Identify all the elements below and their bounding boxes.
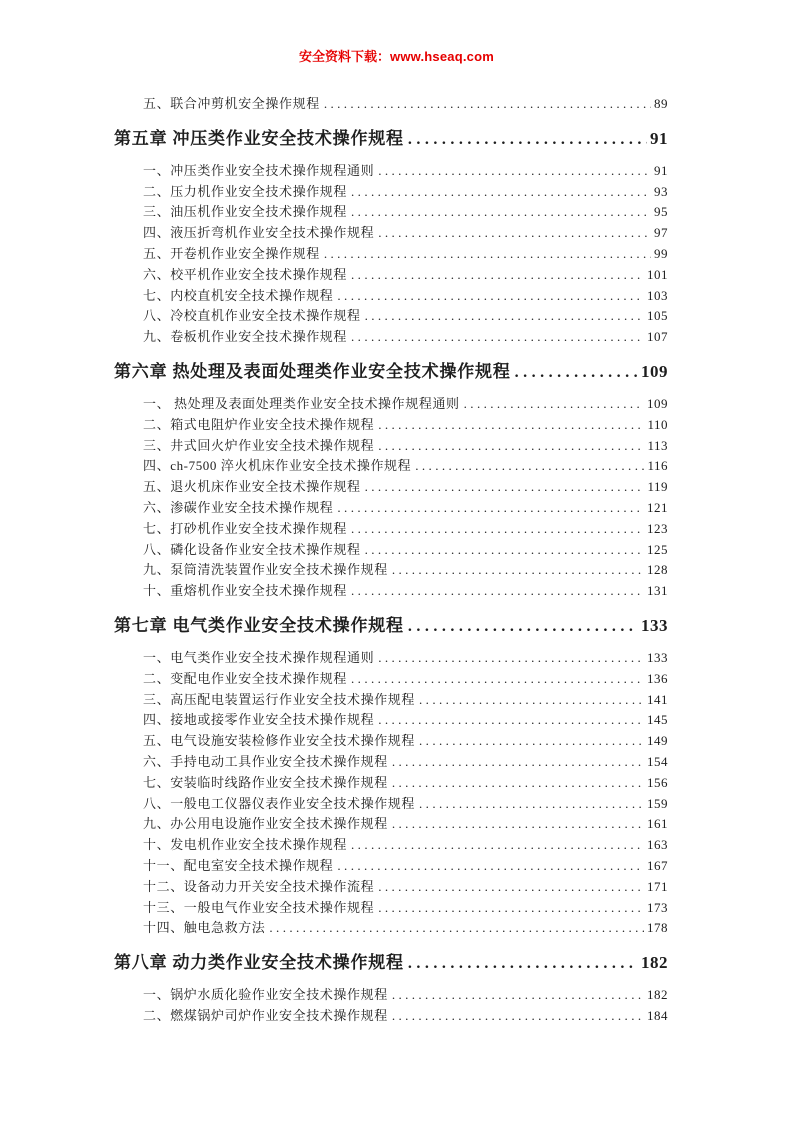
toc-item-title: 八、一般电工仪器仪表作业安全技术操作规程 — [143, 795, 416, 811]
dot-leader — [392, 773, 644, 794]
dot-leader — [392, 985, 644, 1006]
toc-item-page: 149 — [647, 733, 668, 749]
toc-chapter-row[interactable] — [114, 359, 668, 386]
toc-item-page: 128 — [647, 562, 668, 578]
toc-item-title: 七、打砂机作业安全技术操作规程 — [143, 520, 348, 536]
toc-item-page: 163 — [647, 837, 668, 853]
toc-item-page: 123 — [647, 520, 668, 536]
toc-item-page: 167 — [647, 857, 668, 873]
toc-item-page: 95 — [654, 204, 668, 220]
toc-entry-row[interactable] — [114, 985, 668, 1006]
toc-item-title: 三、高压配电装置运行作业安全技术操作规程 — [143, 691, 416, 707]
toc-entry-row[interactable] — [114, 648, 668, 669]
toc-item-page: 97 — [654, 225, 668, 241]
toc-item-page: 125 — [647, 541, 668, 557]
toc-item-title: 一、 热处理及表面处理类作业安全技术操作规程通则 — [143, 395, 460, 411]
toc-entry-row[interactable] — [114, 394, 668, 415]
toc-item-title: 二、燃煤锅炉司炉作业安全技术操作规程 — [143, 1007, 388, 1023]
toc-entry-row[interactable] — [114, 244, 668, 265]
dot-leader — [378, 223, 651, 244]
toc-item-title: 八、磷化设备作业安全技术操作规程 — [143, 541, 361, 557]
toc-item-title: 一、锅炉水质化验作业安全技术操作规程 — [143, 987, 388, 1003]
toc-entry-row[interactable] — [114, 752, 668, 773]
toc-entry-row[interactable] — [114, 918, 668, 939]
toc-item-page: 109 — [641, 361, 668, 381]
toc-item-page: 99 — [654, 245, 668, 261]
toc-item-page: 93 — [654, 183, 668, 199]
toc-entry-row[interactable] — [114, 581, 668, 602]
toc-item-page: 113 — [647, 437, 668, 453]
dot-leader — [392, 1006, 644, 1027]
dot-leader — [351, 669, 644, 690]
toc-item-title: 十一、配电室安全技术操作规程 — [143, 857, 334, 873]
dot-leader — [378, 877, 644, 898]
dot-leader — [365, 306, 644, 327]
toc-entry-row[interactable] — [114, 560, 668, 581]
toc-entry-row[interactable] — [114, 436, 668, 457]
toc-item-page: 119 — [647, 479, 668, 495]
toc-item-title: 九、卷板机作业安全技术操作规程 — [143, 329, 348, 345]
toc-item-page: 171 — [647, 878, 668, 894]
toc-entry-row[interactable] — [114, 223, 668, 244]
table-of-contents — [114, 94, 668, 1027]
toc-entry-row[interactable] — [114, 1006, 668, 1027]
dot-leader — [392, 752, 644, 773]
dot-leader — [351, 265, 644, 286]
toc-entry-row[interactable] — [114, 710, 668, 731]
dot-leader — [351, 182, 651, 203]
toc-entry-row[interactable] — [114, 202, 668, 223]
dot-leader — [378, 415, 644, 436]
toc-entry-row[interactable] — [114, 773, 668, 794]
toc-item-title: 九、办公用电设施作业安全技术操作规程 — [143, 816, 388, 832]
toc-item-title: 四、接地或接零作业安全技术操作规程 — [143, 712, 375, 728]
toc-item-page: 156 — [647, 774, 668, 790]
dot-leader — [351, 202, 651, 223]
dot-leader — [415, 456, 644, 477]
dot-leader — [378, 898, 644, 919]
dot-leader — [337, 856, 644, 877]
toc-item-page: 89 — [654, 96, 668, 111]
toc-chapter-row[interactable] — [114, 126, 668, 153]
dot-leader — [378, 710, 644, 731]
toc-item-title: 一、冲压类作业安全技术操作规程通则 — [143, 162, 375, 178]
toc-item-title: 十、发电机作业安全技术操作规程 — [143, 837, 348, 853]
toc-entry-row[interactable] — [114, 265, 668, 286]
toc-entry-row[interactable] — [114, 669, 668, 690]
dot-leader — [269, 918, 644, 939]
toc-item-title: 七、内校直机安全技术操作规程 — [143, 287, 334, 303]
toc-entry-row[interactable] — [114, 731, 668, 752]
toc-item-title: 六、校平机作业安全技术操作规程 — [143, 266, 348, 282]
toc-item-page: 145 — [647, 712, 668, 728]
toc-entry-row[interactable] — [114, 161, 668, 182]
toc-item-page: 101 — [647, 266, 668, 282]
toc-entry-row[interactable] — [114, 540, 668, 561]
download-note-label: 安全资料下载： — [299, 49, 391, 64]
dot-leader — [419, 794, 644, 815]
toc-item-page: 182 — [641, 953, 668, 973]
toc-entry-row[interactable] — [114, 877, 668, 898]
toc-item-title: 十二、设备动力开关安全技术操作流程 — [143, 878, 375, 894]
toc-entry-row[interactable] — [114, 498, 668, 519]
toc-item-page: 178 — [647, 920, 668, 936]
toc-entry-row[interactable] — [114, 814, 668, 835]
toc-item-page: 184 — [647, 1007, 668, 1023]
toc-item-page: 154 — [647, 753, 668, 769]
toc-item-page: 141 — [647, 691, 668, 707]
dot-leader — [464, 394, 644, 415]
toc-item-page: 161 — [647, 816, 668, 832]
toc-item-title: 三、油压机作业安全技术操作规程 — [143, 204, 348, 220]
toc-item-title: 第七章 电气类作业安全技术操作规程 — [114, 615, 404, 635]
toc-item-page: 116 — [647, 458, 668, 474]
dot-leader — [378, 161, 651, 182]
toc-item-title: 十、重熔机作业安全技术操作规程 — [143, 583, 348, 599]
toc-item-title: 五、开卷机作业安全操作规程 — [143, 245, 320, 261]
toc-item-page: 121 — [647, 499, 668, 515]
toc-item-title: 八、冷校直机作业安全技术操作规程 — [143, 308, 361, 324]
toc-item-title: 五、电气设施安装检修作业安全技术操作规程 — [143, 733, 416, 749]
toc-item-page: 131 — [647, 583, 668, 599]
dot-leader — [351, 581, 644, 602]
download-banner — [0, 0, 793, 65]
toc-item-title: 六、手持电动工具作业安全技术操作规程 — [143, 753, 388, 769]
toc-item-page: 103 — [647, 287, 668, 303]
toc-chapter-row[interactable] — [114, 613, 668, 640]
dot-leader — [378, 436, 644, 457]
dot-leader — [365, 540, 644, 561]
toc-item-page: 91 — [654, 162, 668, 178]
dot-leader — [365, 477, 645, 498]
toc-item-title: 四、ch-7500 淬火机床作业安全技术操作规程 — [143, 458, 412, 474]
toc-chapter-row[interactable] — [114, 950, 668, 977]
toc-item-page: 91 — [650, 128, 668, 148]
toc-item-title: 第五章 冲压类作业安全技术操作规程 — [114, 128, 404, 148]
toc-item-title: 第八章 动力类作业安全技术操作规程 — [114, 953, 404, 973]
toc-item-page: 107 — [647, 329, 668, 345]
dot-leader — [419, 690, 644, 711]
toc-item-title: 一、电气类作业安全技术操作规程通则 — [143, 649, 375, 665]
toc-entry-row[interactable] — [114, 898, 668, 919]
toc-item-title: 九、泵筒清洗装置作业安全技术操作规程 — [143, 562, 388, 578]
dot-leader — [324, 244, 651, 265]
toc-item-page: 136 — [647, 670, 668, 686]
toc-item-title: 五、退火机床作业安全技术操作规程 — [143, 479, 361, 495]
dot-leader — [515, 360, 638, 386]
toc-entry-row[interactable] — [114, 519, 668, 540]
toc-item-title: 十三、一般电气作业安全技术操作规程 — [143, 899, 375, 915]
dot-leader — [392, 814, 644, 835]
dot-leader — [351, 519, 644, 540]
dot-leader — [337, 286, 644, 307]
download-site-link[interactable]: www.hseaq.com — [390, 49, 494, 64]
toc-item-title: 五、联合冲剪机安全操作规程 — [143, 96, 320, 111]
dot-leader — [419, 731, 644, 752]
toc-entry-row[interactable] — [114, 477, 668, 498]
toc-item-page: 105 — [647, 308, 668, 324]
dot-leader — [408, 127, 647, 153]
toc-item-title: 第六章 热处理及表面处理类作业安全技术操作规程 — [114, 361, 511, 381]
toc-entry-row[interactable] — [114, 94, 668, 115]
toc-item-page: 159 — [647, 795, 668, 811]
toc-item-title: 三、井式回火炉作业安全技术操作规程 — [143, 437, 375, 453]
dot-leader — [408, 614, 638, 640]
dot-leader — [392, 560, 644, 581]
toc-item-page: 133 — [641, 615, 668, 635]
dot-leader — [351, 327, 644, 348]
toc-item-title: 二、压力机作业安全技术操作规程 — [143, 183, 348, 199]
toc-item-title: 二、箱式电阻炉作业安全技术操作规程 — [143, 416, 375, 432]
toc-item-title: 六、渗碳作业安全技术操作规程 — [143, 499, 334, 515]
toc-item-title: 十四、触电急救方法 — [143, 920, 266, 936]
toc-entry-row[interactable] — [114, 794, 668, 815]
toc-entry-row[interactable] — [114, 856, 668, 877]
toc-entry-row[interactable] — [114, 456, 668, 477]
toc-entry-row[interactable] — [114, 286, 668, 307]
dot-leader — [351, 835, 644, 856]
toc-item-page: 110 — [647, 416, 668, 432]
toc-item-title: 二、变配电作业安全技术操作规程 — [143, 670, 348, 686]
toc-entry-row[interactable] — [114, 415, 668, 436]
dot-leader — [378, 648, 644, 669]
dot-leader — [324, 94, 651, 115]
dot-leader — [408, 951, 638, 977]
toc-item-page: 109 — [647, 395, 668, 411]
toc-item-title: 七、安装临时线路作业安全技术操作规程 — [143, 774, 388, 790]
dot-leader — [337, 498, 644, 519]
toc-entry-row[interactable] — [114, 835, 668, 856]
toc-entry-row[interactable] — [114, 182, 668, 203]
toc-item-title: 四、液压折弯机作业安全技术操作规程 — [143, 225, 375, 241]
toc-item-page: 182 — [647, 987, 668, 1003]
toc-entry-row[interactable] — [114, 306, 668, 327]
toc-item-page: 133 — [647, 649, 668, 665]
toc-entry-row[interactable] — [114, 690, 668, 711]
toc-entry-row[interactable] — [114, 327, 668, 348]
toc-item-page: 173 — [647, 899, 668, 915]
